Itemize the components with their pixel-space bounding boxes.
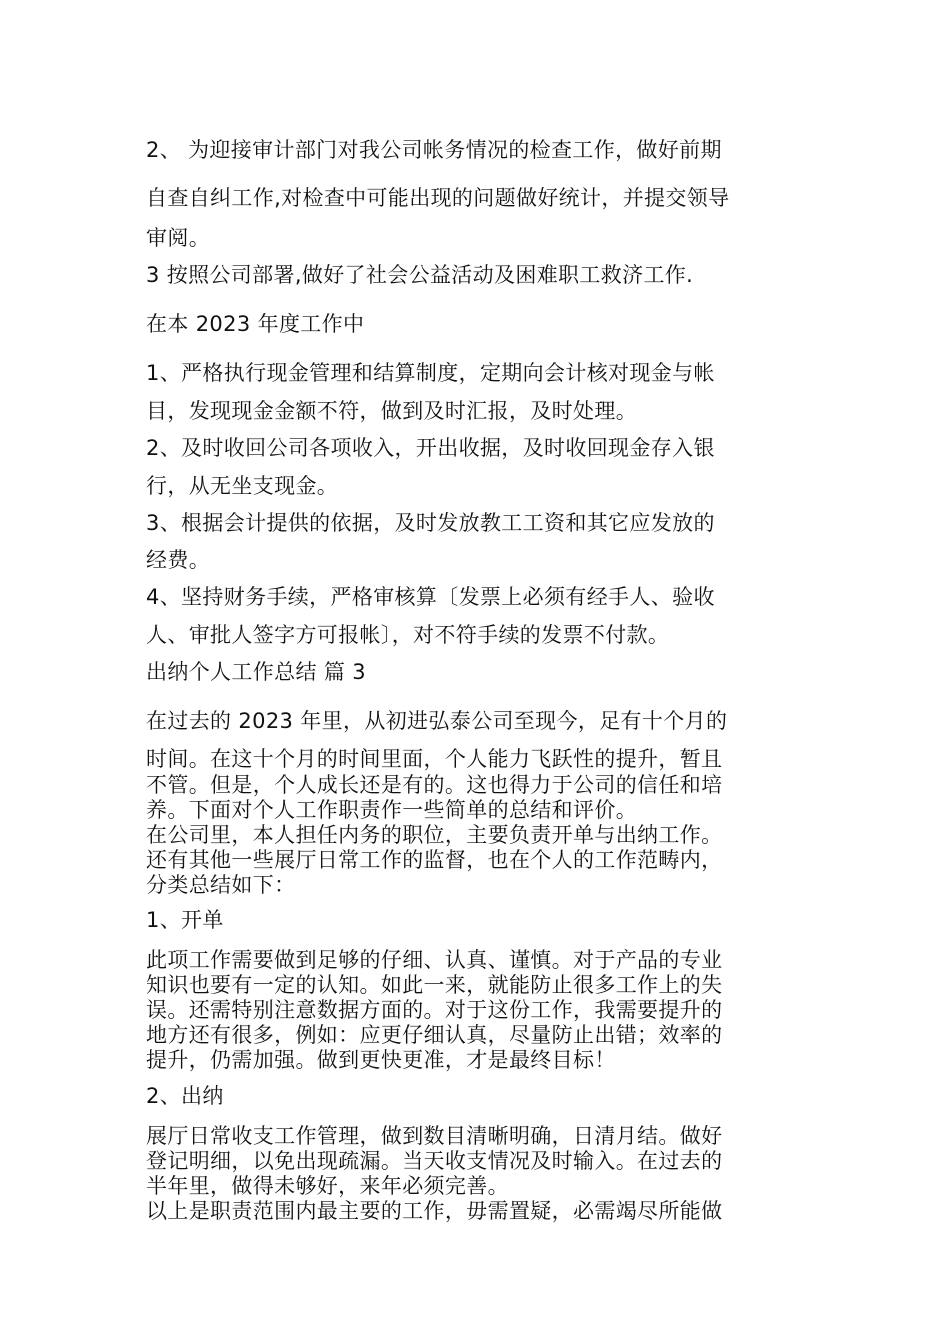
text-line: 不管。但是，个人成长还是有的。这也得力于公司的信任和培 bbox=[146, 773, 723, 797]
text-line: 行，从无坐支现金。 bbox=[146, 474, 339, 498]
section-heading: 1、开单 bbox=[146, 908, 224, 932]
text-line: 自查自纠工作,对检查中可能出现的问题做好统计，并提交领导 bbox=[146, 186, 730, 210]
text-line: 展厅日常收支工作管理，做到数目清晰明确，日清月结。做好 bbox=[146, 1124, 723, 1148]
text-line: 知识也要有一定的认知。如此一来，就能防止很多工作上的失 bbox=[146, 973, 723, 997]
section-heading: 在本 2023 年度工作中 bbox=[146, 312, 365, 336]
text-line: 以上是职责范围内最主要的工作，毋需置疑，必需竭尽所能做 bbox=[146, 1199, 723, 1223]
text-line: 3 按照公司部署,做好了社会公益活动及困难职工救济工作. bbox=[146, 263, 694, 287]
text-line: 1、严格执行现金管理和结算制度，定期向会计核对现金与帐 bbox=[146, 361, 715, 385]
text-line: 时间。在这十个月的时间里面，个人能力飞跃性的提升，暂且 bbox=[146, 747, 723, 771]
text-line: 养。下面对个人工作职责作一些简单的总结和评价。 bbox=[146, 798, 638, 822]
text-line: 登记明细，以免出现疏漏。当天收支情况及时输入。在过去的 bbox=[146, 1149, 723, 1173]
text-line: 误。还需特别注意数据方面的。对于这份工作，我需要提升的 bbox=[146, 998, 723, 1022]
text-line: 在公司里，本人担任内务的职位，主要负责开单与出纳工作。 bbox=[146, 823, 723, 847]
text-line: 分类总结如下： bbox=[146, 873, 296, 897]
text-line: 提升，仍需加强。做到更快更准，才是最终目标！ bbox=[146, 1048, 616, 1072]
text-line: 此项工作需要做到足够的仔细、认真、谨慎。对于产品的专业 bbox=[146, 948, 723, 972]
text-line: 2、 为迎接审计部门对我公司帐务情况的检查工作，做好前期 bbox=[146, 138, 722, 162]
text-line: 审阅。 bbox=[146, 226, 211, 250]
section-heading: 2、出纳 bbox=[146, 1084, 224, 1108]
text-line: 人、审批人签字方可报帐〕，对不符手续的发票不付款。 bbox=[146, 623, 670, 647]
text-line: 半年里，做得未够好，来年必须完善。 bbox=[146, 1174, 509, 1198]
text-line: 在过去的 2023 年里，从初进弘泰公司至现今，足有十个月的 bbox=[146, 709, 728, 733]
text-line: 目，发现现金金额不符，做到及时汇报，及时处理。 bbox=[146, 399, 638, 423]
text-line: 3、根据会计提供的依据，及时发放教工工资和其它应发放的 bbox=[146, 511, 715, 535]
text-line: 地方还有很多，例如：应更仔细认真，尽量防止出错；效率的 bbox=[146, 1023, 723, 1047]
text-line: 还有其他一些展厅日常工作的监督，也在个人的工作范畴内， bbox=[146, 848, 723, 872]
text-line: 经费。 bbox=[146, 548, 211, 572]
text-line: 2、及时收回公司各项收入，开出收据，及时收回现金存入银 bbox=[146, 436, 715, 460]
section-heading: 出纳个人工作总结 篇 3 bbox=[146, 660, 366, 684]
text-line: 4、坚持财务手续，严格审核算〔发票上必须有经手人、验收 bbox=[146, 585, 715, 609]
